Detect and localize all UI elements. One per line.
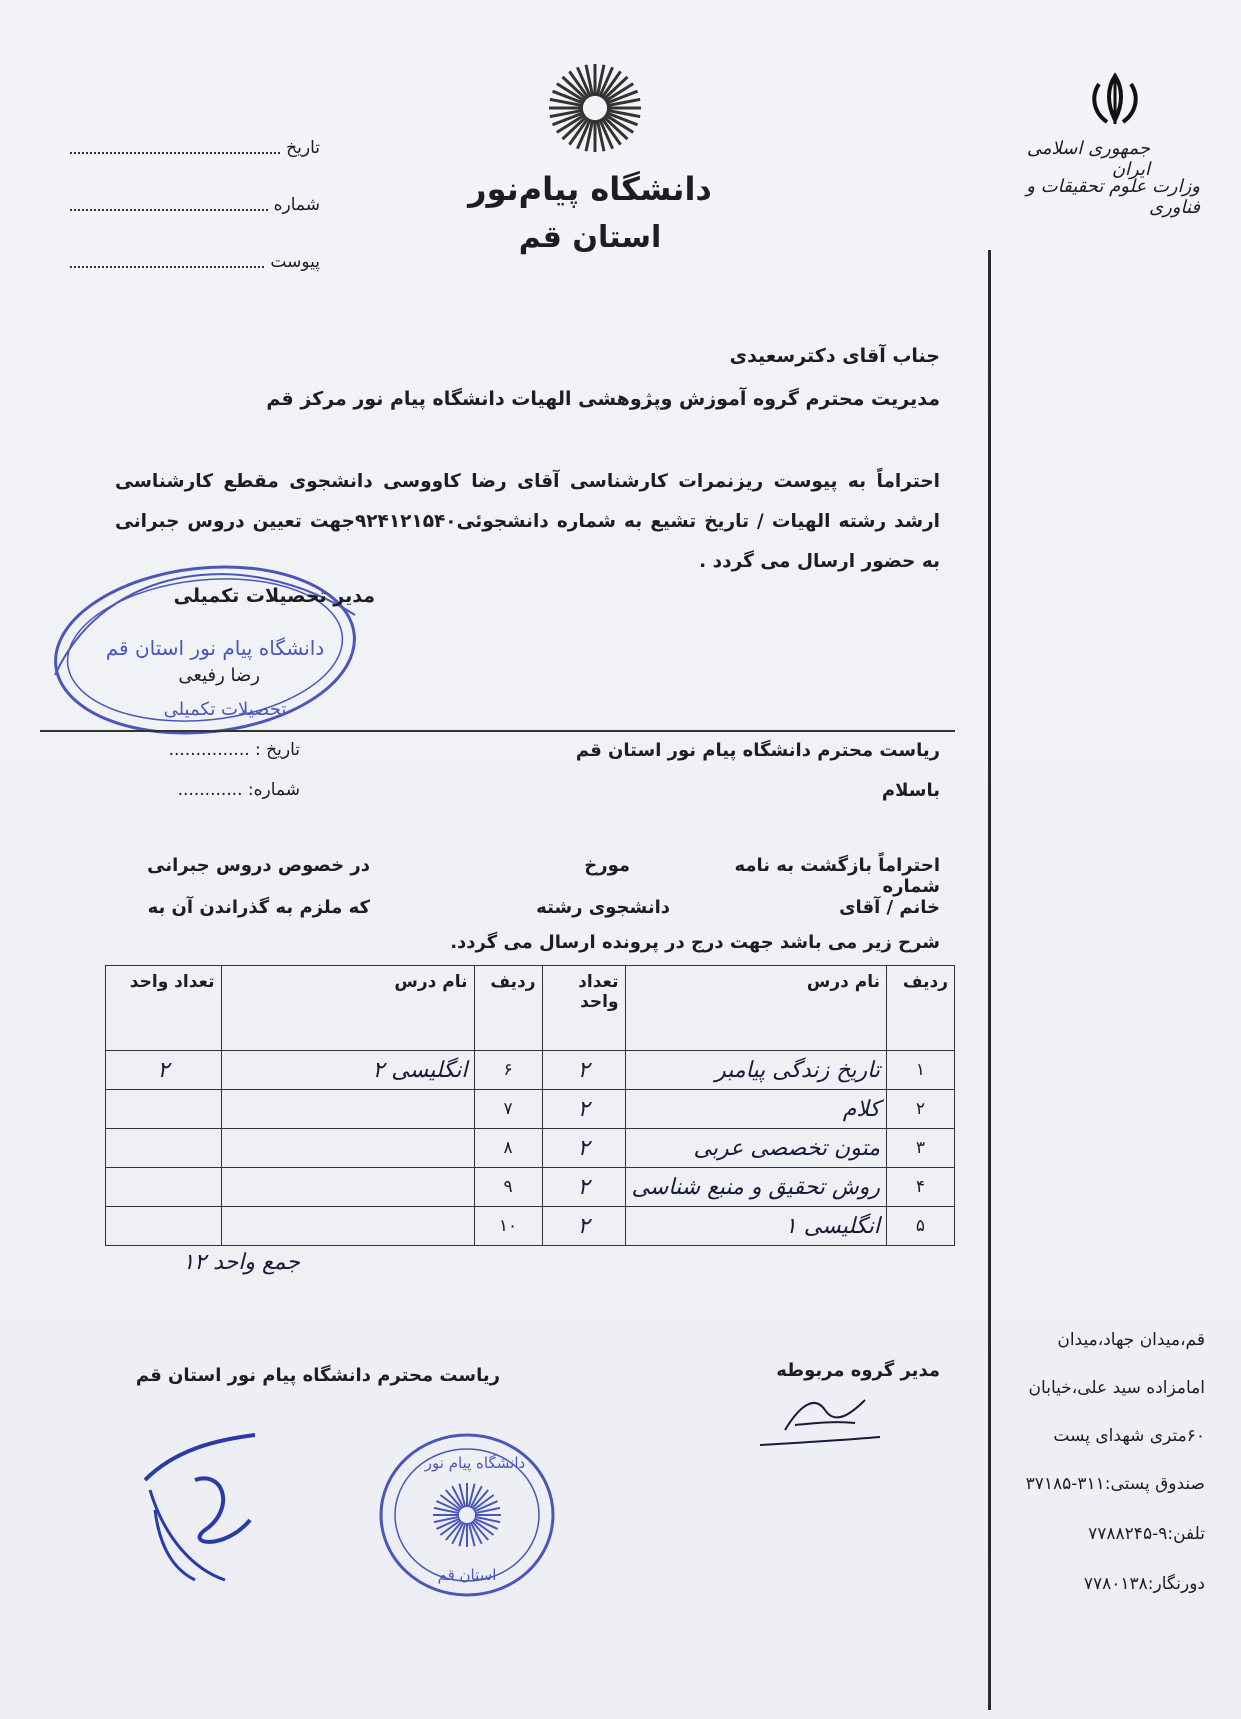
col-course-2: نام درس [221,966,474,1051]
cell-row1: ۵ [887,1207,955,1246]
col-units-1: تعداد واحد [542,966,625,1051]
cell-row2: ۱۰ [474,1207,542,1246]
addressee-line2: مدیریت محترم گروه آموزش وپژوهشی الهیات دانشگاه پیام نور مرکز قم [266,388,940,410]
graduate-office-stamp [45,555,365,745]
iran-emblem-icon [1085,70,1145,130]
cell-units2 [106,1207,222,1246]
stamp2-text-bottom: استان قم [437,1566,497,1584]
cell-course1: انگلیسی ۱ [625,1207,886,1246]
cell-course2 [221,1168,474,1207]
reply-line1-c: در خصوص دروس جبرانی [147,855,370,876]
reply-line2-c: که ملزم به گذراندن آن به [147,897,370,918]
cell-row2: ۹ [474,1168,542,1207]
courses-table [105,965,955,1246]
cell-row2: ۷ [474,1090,542,1129]
university-province: استان قم [518,220,662,255]
address-line: امامزاده سید علی،خیابان [1028,1378,1205,1398]
letter-body: احتراماً به پیوست ریزنمرات کارشناسی آقای رضا کاووسی دانشجوی مقطع کارشناسی ارشد رشته الهیات / تاریخ تشیع به شماره دانشجوئی۹۲۴۱۲۱۵۴۰جهت تعیین دروس جبرانی به حضور ارسال می گردد . [115,471,940,572]
reply-date-field: تاریخ : ............... [168,740,300,760]
ministry-line2: وزارت علوم تحقیقات و فناوری [1026,176,1200,218]
stamp2-text-top: دانشگاه پیام نور [424,1454,526,1472]
signer-title: مدیر تحصیلات تکمیلی [173,585,375,607]
cell-row1: ۳ [887,1129,955,1168]
address-line: دورنگار:۷۷۸۰۱۳۸ [1083,1574,1205,1594]
cell-units1: ۲ [542,1207,625,1246]
cell-units1: ۲ [542,1051,625,1090]
reply-line1-b: مورخ [584,855,630,876]
reply-line1-a: احتراماً بازگشت به نامه شماره [734,855,940,897]
reply-addressee: ریاست محترم دانشگاه پیام نور استان قم [575,740,940,761]
reply-line2-a: خانم / آقای [839,897,940,918]
cell-row2: ۸ [474,1129,542,1168]
meta-number [70,195,320,215]
meta-number-label: شماره [273,195,320,215]
cell-units2 [106,1090,222,1129]
col-row-1: ردیف [887,966,955,1051]
cell-course2 [221,1207,474,1246]
addressee-line1: جناب آقای دکترسعیدی [729,345,940,367]
cell-units1: ۲ [542,1168,625,1207]
address-line: تلفن:۹-۷۷۸۸۲۴۵ [1088,1524,1205,1544]
col-course-1: نام درس [625,966,886,1051]
table-row [106,1207,955,1246]
section-divider [40,730,955,732]
group-manager-label: مدیر گروه مربوطه [776,1360,940,1381]
address-line: صندوق پستی:۳۱۱-۳۷۱۸۵ [1025,1474,1205,1494]
cell-course1: متون تخصصی عربی [625,1129,886,1168]
cell-units2 [106,1129,222,1168]
presidency-label: ریاست محترم دانشگاه پیام نور استان قم [135,1365,500,1386]
ministry-line1: جمهوری اسلامی ایران [1026,138,1150,180]
meta-date-label: تاریخ [286,138,320,158]
cell-units2: ۲ [106,1051,222,1090]
table-header-row [106,966,955,1051]
table-row [106,1051,955,1090]
group-manager-signature [755,1385,885,1455]
cell-course2: انگلیسی ۲ [221,1051,474,1090]
col-row-2: ردیف [474,966,542,1051]
table-row [106,1168,955,1207]
stamp1-text-top: دانشگاه پیام نور استان قم [105,636,325,660]
cell-course1: روش تحقیق و منبع شناسی [625,1168,886,1207]
total-units-note: جمع واحد ۱۲ [182,1250,300,1275]
table-row [106,1090,955,1129]
address-line: قم،میدان جهاد،میدان [1057,1330,1205,1350]
cell-course1: تاریخ زندگی پیامبر [625,1051,886,1090]
university-logo-icon [540,58,650,158]
meta-date [70,138,320,158]
reply-line2-b: دانشجوی رشته [536,897,670,918]
meta-attachment [70,252,320,272]
cell-units1: ۲ [542,1090,625,1129]
reply-number-field: شماره: ............ [177,780,300,800]
university-stamp [375,1430,560,1600]
cell-row2: ۶ [474,1051,542,1090]
cell-course1: کلام [625,1090,886,1129]
stamp1-text-bottom: تحصیلات تکمیلی [163,699,287,720]
cell-course2 [221,1129,474,1168]
cell-units1: ۲ [542,1129,625,1168]
cell-row1: ۱ [887,1051,955,1090]
address-line: ۶۰متری شهدای پست [1053,1426,1205,1446]
cell-row1: ۲ [887,1090,955,1129]
signer-name: رضا رفیعی [178,665,260,686]
cell-units2 [106,1168,222,1207]
cell-row1: ۴ [887,1168,955,1207]
presidency-signature [135,1420,275,1600]
col-units-2: تعداد واحد [106,966,222,1051]
reply-greeting: باسلام [881,780,940,801]
cell-course2 [221,1090,474,1129]
table-row [106,1129,955,1168]
reply-line3: شرح زیر می باشد جهت درج در پرونده ارسال می گردد. [450,932,940,953]
meta-attachment-label: پیوست [270,252,320,272]
university-name: دانشگاه پیام‌نور [468,170,712,208]
